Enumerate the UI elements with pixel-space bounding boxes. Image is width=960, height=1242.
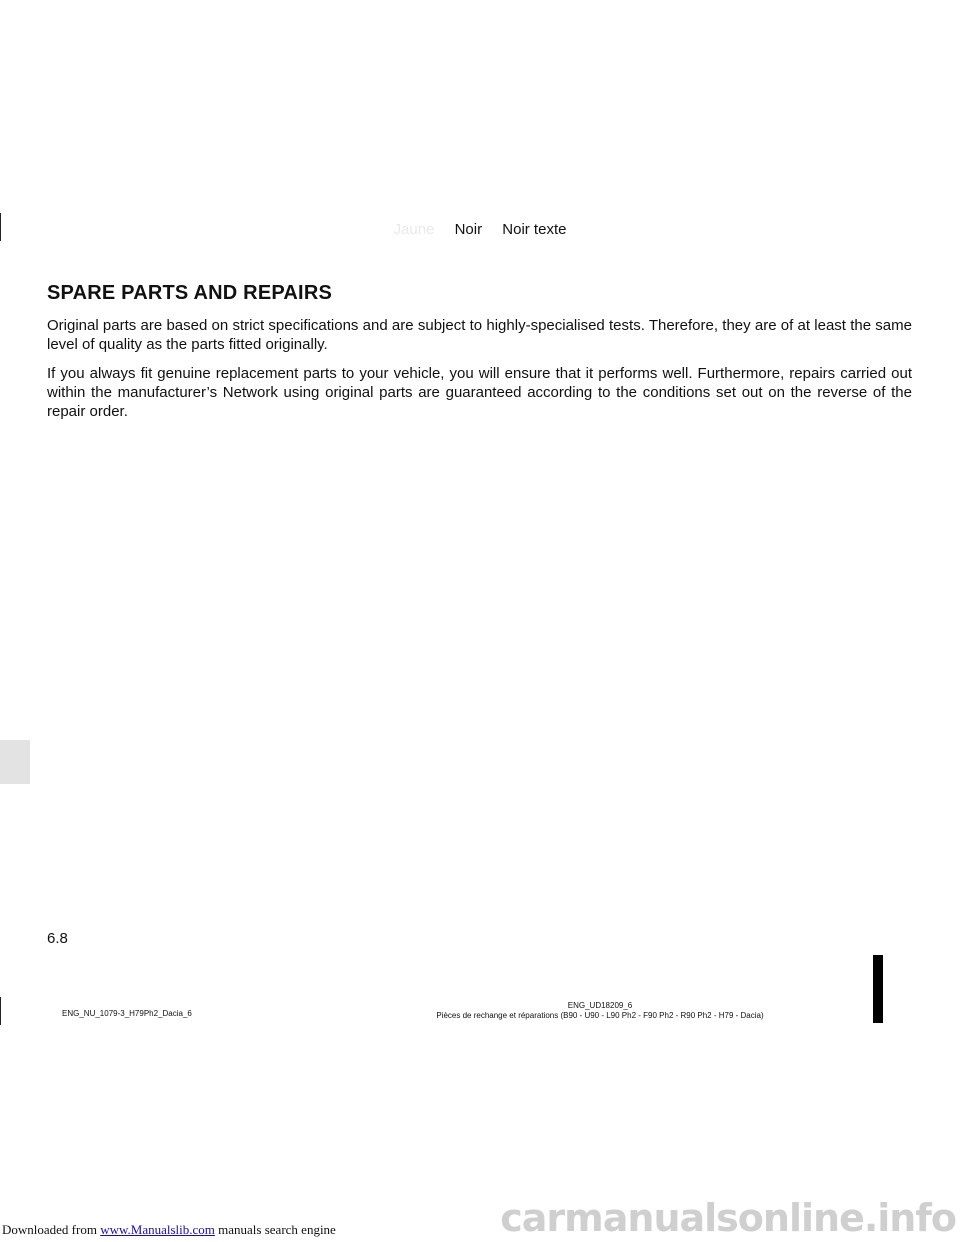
download-suffix: manuals search engine	[214, 1222, 336, 1237]
download-prefix: Downloaded from	[2, 1222, 101, 1237]
footer-reference-description: Pièces de rechange et réparations (B90 - U90 - L90 Ph2 - F90 Ph2 - R90 Ph2 - H79 - Dacia)	[436, 1011, 764, 1020]
section-title: SPARE PARTS AND REPAIRS	[47, 282, 333, 304]
page-number: 6.8	[47, 930, 68, 947]
footer-reference-code: ENG_UD18209_6	[567, 1001, 633, 1010]
footer-document-code: ENG_NU_1079-3_H79Ph2_Dacia_6	[62, 1009, 192, 1018]
chapter-side-tab	[0, 740, 30, 784]
watermark-text: carmanualsonline.info	[500, 1196, 956, 1240]
download-notice	[2, 1222, 336, 1238]
paragraph: If you always fit genuine replacement parts to your vehicle, you will ensure that it performs well. Furthermore, repairs carried out within the manufacturer’s Network using original parts are guaranteed according to the conditions set out on the reverse of the repair order.	[47, 365, 912, 420]
color-label-jaune: Jaune	[393, 221, 435, 238]
section-body	[47, 316, 912, 431]
page-edge-bar	[873, 955, 883, 1023]
color-label-noir: Noir	[454, 221, 483, 238]
manualslib-link[interactable]: www.Manualslib.com	[100, 1222, 215, 1237]
color-label-noir-texte: Noir texte	[502, 221, 567, 238]
paragraph: Original parts are based on strict specifications and are subject to highly-specialised tests. Therefore, they are of at least the same level of quality as the parts fitted originally.	[47, 317, 912, 353]
color-separation-bar	[0, 221, 960, 238]
crop-mark-bottom-left	[0, 997, 1, 1025]
footer-reference	[380, 1001, 820, 1021]
